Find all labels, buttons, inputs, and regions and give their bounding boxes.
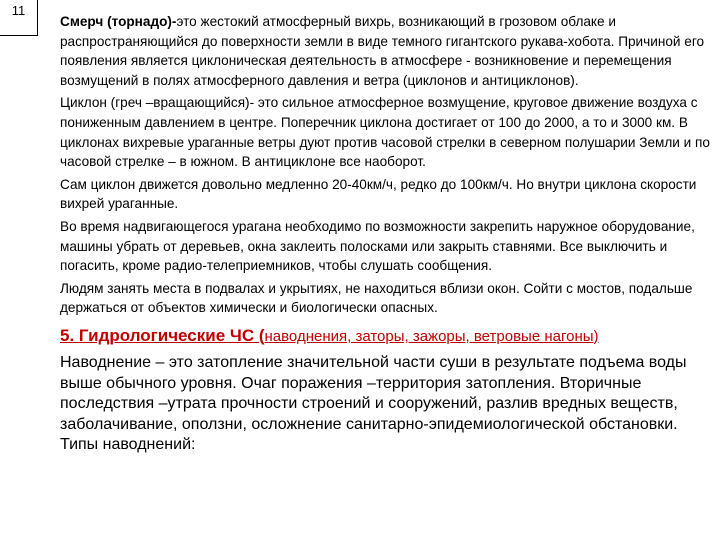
paragraph-hurricane-actions: Во время надвигающегося урагана необходимо по возможности закрепить наружное оборудование, машины убрать от деревьев, окна заклеить полосками или закрыть ставнями. Все выключить и погасить, кроме радио-телеприемников, чтобы слушать сообщения. [60, 218, 695, 274]
section-subtitle: наводнения, заторы, зажоры, ветровые нагоны [264, 327, 594, 345]
paragraph-shelter: Людям занять места в подвалах и укрытиях, не находиться вблизи окон. Сойти с мостов, подальше держаться от объектов химически и биологически опасных. [60, 280, 693, 316]
paragraph-cyclone-speed: Сам циклон движется довольно медленно 20-40км/ч, редко до 100км/ч. Но внутри циклона скорости вихрей ураганные. [60, 176, 697, 212]
paragraph-tornado [60, 12, 710, 90]
tornado-definition: это жестокий атмосферный вихрь, возникающий в грозовом облаке и распространяющийся до поверхности земли в виде темного гигантского рукава-хобота. Причиной его появления является циклоническая деятельность в атмосфере - возникновение и перемещения возмущений в полях атмосферного давления и ветра (циклонов и антициклонов). [60, 14, 705, 88]
slide-content [60, 12, 710, 456]
section-heading [60, 326, 710, 347]
page-number: 11 [0, 0, 38, 36]
tornado-term: Смерч (торнадо)- [60, 14, 177, 29]
paragraph-flood: Наводнение – это затопление значительной части суши в результате подъема воды выше обычного уровня. Очаг поражения –территория затопления. Вторичные последствия –утрата прочности строений и сооружений, разлив вредных веществ, заболачивание, оползни, осложнение санитарно-эпидемиологической обстановки. Типы наводнений: [60, 353, 687, 454]
section-title: 5. Гидрологические ЧС ( [60, 325, 265, 345]
paragraph-cyclone: Циклон (греч –вращающийся)- это сильное атмосферное возмущение, круговое движение воздуха с пониженным давлением в центре. Поперечник циклона достигает от 100 до 2000, а то и 3000 км. В циклонах вихревые ураганные ветры дуют против часовой стрелки в северном полушарии Земли и по часовой стрелке – в южном. В антициклоне все наоборот. [60, 95, 710, 170]
section-close: ) [593, 327, 599, 345]
